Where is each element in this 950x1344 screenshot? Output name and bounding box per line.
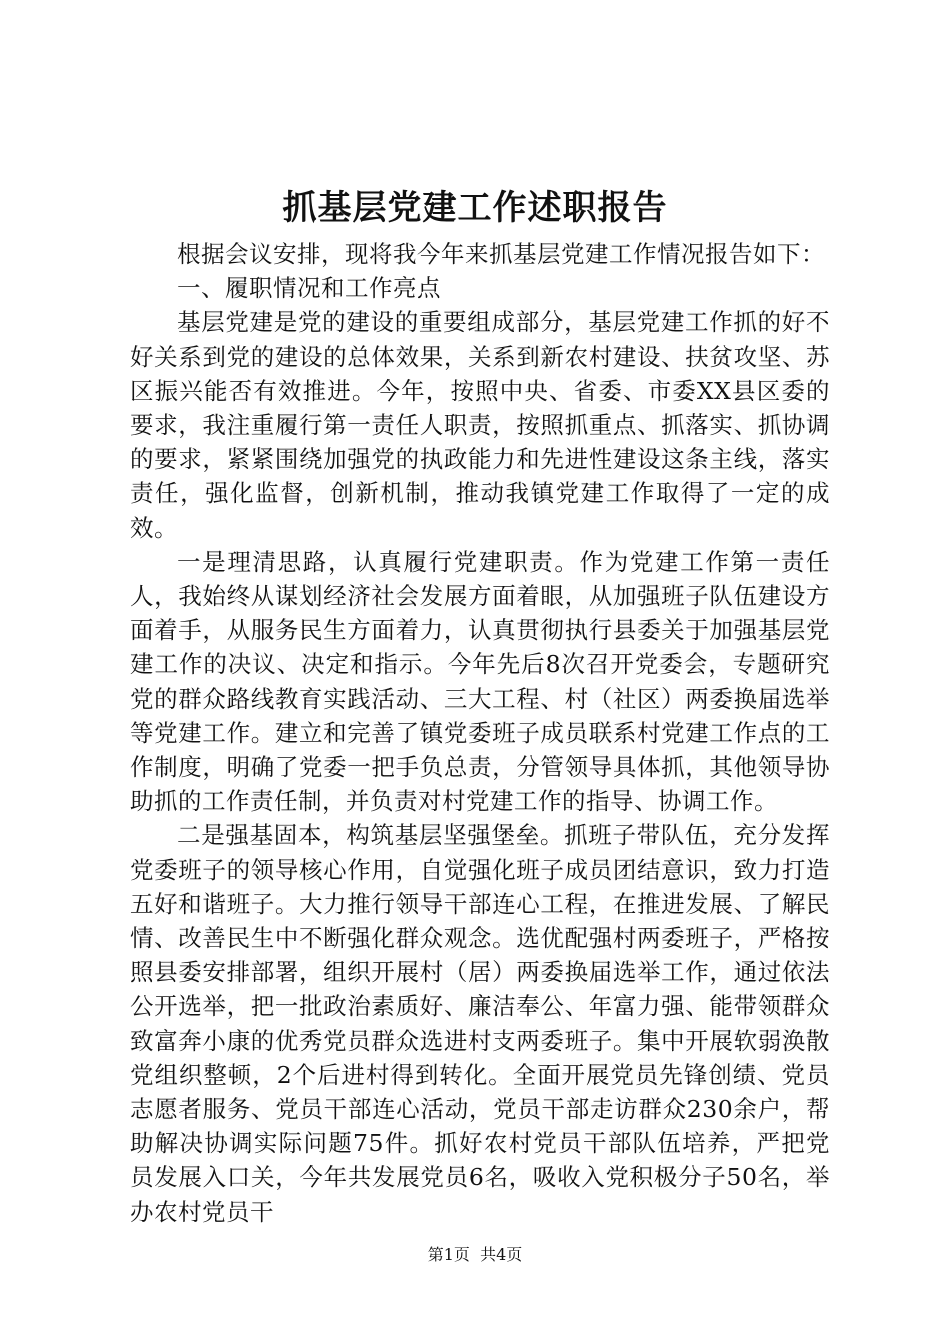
page-total: 共4页 <box>480 1245 523 1264</box>
page-footer <box>0 1245 950 1265</box>
paragraph-point-one: 一是理清思路，认真履行党建职责。作为党建工作第一责任人，我始终从谋划经济社会发展方面着眼，从加强班子队伍建设方面着手，从服务民生方面着力，认真贯彻执行县委关于加强基层党建工作的决议、决定和指示。今年先后8次召开党委会，专题研究党的群众路线教育实践活动、三大工程、村（社区）两委换届选举等党建工作。建立和完善了镇党委班子成员联系村党建工作点的工作制度，明确了党委一把手负总责，分管领导具体抓，其他领导协助抓的工作责任制，并负责对村党建工作的指导、协调工作。 <box>130 547 830 816</box>
paragraph-intro: 根据会议安排，现将我今年来抓基层党建工作情况报告如下： <box>177 240 825 268</box>
document-title: 抓基层党建工作述职报告 <box>282 188 668 228</box>
paragraph-overview: 基层党建是党的建设的重要组成部分，基层党建工作抓的好不好关系到党的建设的总体效果，关系到新农村建设、扶贫攻坚、苏区振兴能否有效推进。今年，按照中央、省委、市委XX县区委的要求，我注重履行第一责任人职责，按照抓重点、抓落实、抓协调的要求，紧紧围绕加强党的执政能力和先进性建设这条主线，落实责任，强化监督，创新机制，推动我镇党建工作取得了一定的成效。 <box>130 308 830 542</box>
page-number: 第1页 <box>427 1245 470 1264</box>
section-heading: 一、履职情况和工作亮点 <box>177 274 441 303</box>
document-body <box>130 237 830 1229</box>
paragraph-point-two: 二是强基固本，构筑基层坚强堡垒。抓班子带队伍，充分发挥党委班子的领导核心作用，自觉强化班子成员团结意识，致力打造五好和谐班子。大力推行领导干部连心工程，在推进发展、了解民情、改善民生中不断强化群众观念。选优配强村两委班子，严格按照县委安排部署，组织开展村（居）两委换届选举工作，通过依法公开选举，把一批政治素质好、廉洁奉公、年富力强、能带领群众致富奔小康的优秀党员群众选进村支两委班子。集中开展软弱涣散党组织整顿，2个后进村得到转化。全面开展党员先锋创绩、党员志愿者服务、党员干部连心活动，党员干部走访群众230余户，帮助解决协调实际问题75件。抓好农村党员干部队伍培养，严把党员发展入口关，今年共发展党员6名，吸收入党积极分子50名，举办农村党员干 <box>130 821 830 1226</box>
